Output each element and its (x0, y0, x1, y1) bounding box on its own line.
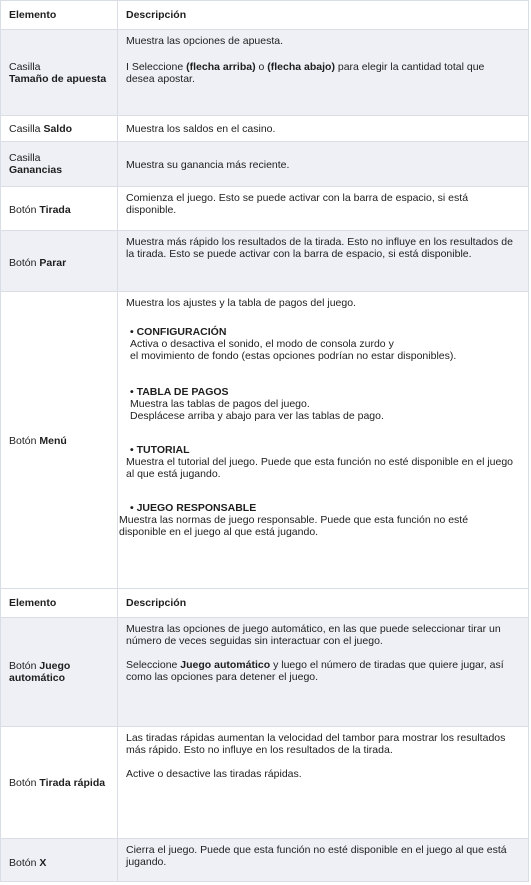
header-descripcion-label: Descripción (126, 9, 187, 21)
element-label (9, 204, 71, 216)
table-row-saldo (1, 115, 528, 141)
text-run-bold: (flecha abajo) (267, 61, 335, 73)
description-cell (118, 116, 528, 141)
element-label (9, 660, 70, 684)
text-run: Seleccione (126, 659, 181, 671)
description-cell (118, 839, 528, 881)
description-text: Muestra los ajustes y la tabla de pagos del juego. (126, 297, 356, 309)
list-item-text: Muestra el tutorial del juego. Puede que esta función no esté disponible en el juego (126, 456, 514, 468)
label-prefix: Botón (9, 857, 40, 869)
description-text: la tirada. Esto se puede activar con la barra de espacio, si está disponible. (126, 248, 472, 260)
label-prefix: Botón (9, 660, 40, 672)
controls-table-2 (0, 588, 529, 882)
header-descripcion-label: Descripción (126, 597, 187, 609)
element-cell (1, 142, 118, 186)
element-label (9, 777, 105, 789)
label-bold: Tamaño de apuesta (9, 72, 107, 85)
header-elemento-label: Elemento (9, 597, 57, 609)
label-bold: Tirada rápida (39, 776, 106, 789)
description-text: disponible. (126, 204, 177, 216)
label-prefix: Casilla (9, 152, 41, 164)
label-prefix: Casilla (9, 122, 44, 135)
table-row-juego-automatico (1, 617, 528, 726)
description-text: número de veces seguidas sin interactuar con el juego. (126, 635, 383, 647)
element-label (9, 152, 62, 176)
text-run: para elegir la cantidad total que (334, 61, 485, 73)
label-prefix: Casilla (9, 60, 41, 73)
text-run: I Seleccione (126, 61, 187, 73)
label-bold: Menú (39, 434, 67, 447)
description-cell (118, 142, 528, 186)
description-text (126, 659, 520, 671)
description-cell (118, 231, 528, 291)
description-text: más rápido. Esto no influye en los resultados de la tirada. (126, 744, 393, 756)
table-row-parar (1, 230, 528, 291)
text-run: o (255, 61, 268, 73)
label-bold: Saldo (43, 122, 73, 135)
element-label (9, 435, 67, 447)
description-cell (118, 727, 528, 838)
element-label (9, 257, 66, 269)
table-row-tirada-rapida (1, 726, 528, 838)
list-item-tutorial (126, 444, 520, 480)
description-text (126, 61, 520, 73)
list-item-title: • CONFIGURACIÓN (130, 326, 227, 338)
header-descripcion (118, 589, 528, 617)
description-cell (118, 292, 528, 589)
list-item-configuracion (126, 326, 520, 362)
label-prefix: Botón (9, 204, 40, 216)
label-bold: Parar (39, 257, 67, 269)
label-prefix: Botón (9, 257, 40, 269)
table-row-tirada (1, 186, 528, 230)
element-cell (1, 292, 118, 589)
description-text: Cierra el juego. Puede que esta función no esté disponible en el juego al que está (126, 844, 507, 856)
label-bold: automático (9, 672, 66, 684)
description-text: Comienza el juego. Esto se puede activar con la barra de espacio, si está (126, 192, 469, 204)
list-item-text: Muestra las normas de juego responsable. Puede que esta función no esté (119, 514, 469, 526)
description-text: Active o desactive las tiradas rápidas. (126, 768, 302, 780)
label-prefix: Botón (9, 434, 40, 447)
text-run: y luego el número de tiradas que quiere jugar, así (270, 659, 504, 671)
header-descripcion (118, 1, 528, 29)
element-cell (1, 727, 118, 838)
list-item-title: • TUTORIAL (130, 444, 190, 456)
element-cell (1, 618, 118, 726)
element-label (9, 61, 106, 85)
element-cell (1, 231, 118, 291)
header-elemento (1, 589, 118, 617)
table-header-row (1, 589, 528, 617)
table-row-ganancias (1, 141, 528, 186)
list-item-text: al que está jugando. (126, 468, 221, 480)
description-text: Muestra las opciones de apuesta. (126, 35, 284, 47)
element-cell (1, 839, 118, 881)
text-run-bold: Juego automático (180, 659, 271, 671)
list-item-text: Activa o desactiva el sonido, el modo de consola zurdo y (130, 338, 394, 350)
list-item-title: • JUEGO RESPONSABLE (130, 502, 257, 514)
list-item-juego-responsable (119, 502, 520, 538)
element-label (9, 857, 46, 869)
element-label (9, 123, 72, 135)
header-elemento-label: Elemento (9, 9, 57, 21)
label-bold: Ganancias (9, 164, 63, 176)
element-cell (1, 187, 118, 230)
description-cell (118, 618, 528, 726)
list-item-text: Desplácese arriba y abajo para ver las tablas de pago. (130, 410, 384, 422)
list-item-title: • TABLA DE PAGOS (130, 386, 229, 398)
table-row-menu (1, 291, 528, 589)
table-row-x (1, 838, 528, 881)
list-item-tabla-pagos (126, 386, 520, 422)
description-text: Muestra su ganancia más reciente. (126, 159, 290, 171)
description-text: Muestra más rápido los resultados de la tirada. Esto no influye en los resultados de (126, 236, 513, 248)
description-text: Muestra las opciones de juego automático, en las que puede seleccionar tirar un (126, 623, 501, 635)
description-cell (118, 187, 528, 230)
label-prefix: Botón (9, 776, 40, 789)
element-cell (1, 30, 118, 115)
description-text: jugando. (126, 856, 167, 868)
text-run-bold: (flecha arriba) (186, 61, 256, 73)
label-bold: X (39, 857, 47, 869)
description-text: Las tiradas rápidas aumentan la velocidad del tambor para mostrar los resultados (126, 732, 506, 744)
list-item-text: disponible en el juego al que está jugando. (119, 526, 319, 538)
header-elemento (1, 1, 118, 29)
label-bold: Juego (39, 660, 71, 672)
label-bold: Tirada (39, 204, 71, 216)
description-text: como las opciones para detener el juego. (126, 671, 319, 683)
description-cell (118, 30, 528, 115)
description-text: desea apostar. (126, 73, 195, 85)
list-item-text: el movimiento de fondo (estas opciones podrían no estar disponibles). (130, 350, 457, 362)
list-item-text: Muestra las tablas de pagos del juego. (130, 398, 310, 410)
table-row-tamano-apuesta (1, 29, 528, 115)
table-header-row (1, 1, 528, 29)
description-text: Muestra los saldos en el casino. (126, 122, 276, 135)
element-cell (1, 116, 118, 141)
